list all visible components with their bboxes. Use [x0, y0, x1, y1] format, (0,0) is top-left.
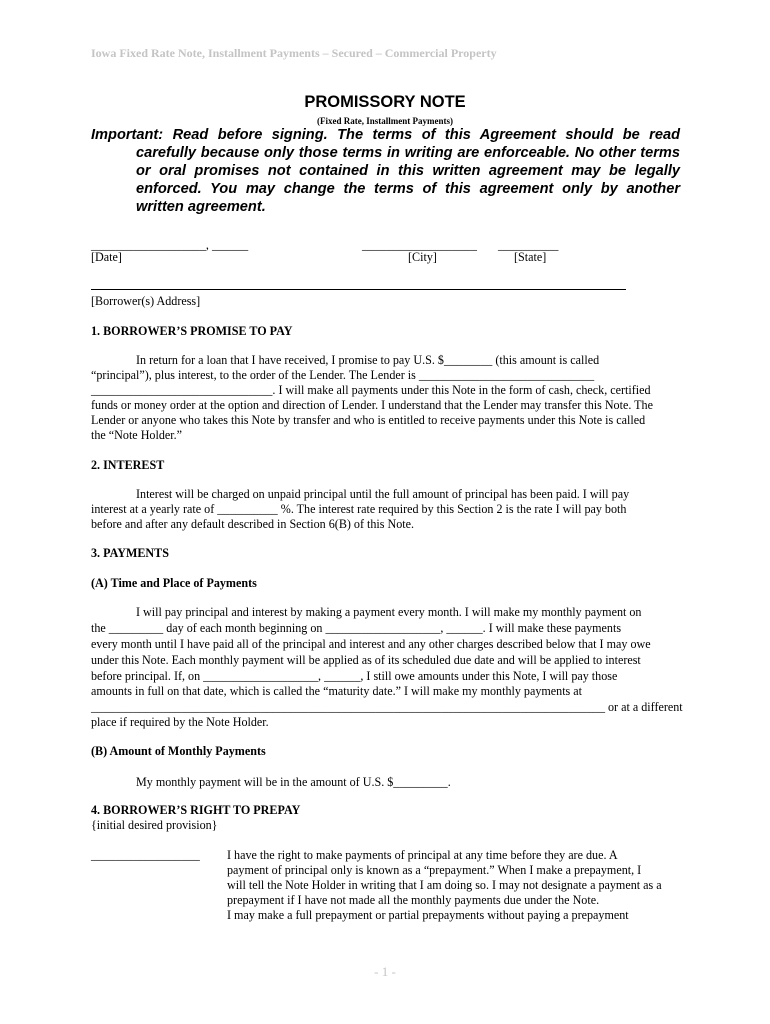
document-subtitle: (Fixed Rate, Installment Payments)	[317, 116, 453, 126]
section-3a-line: amounts in full on that date, which is called the “maturity date.” I will make my monthly payments at	[91, 684, 583, 698]
section-1-line: ______________________________. I will make all payments under this Note in the form of cash, check, certified	[91, 383, 651, 397]
section-4-heading: 4. BORROWER’S RIGHT TO PREPAY	[91, 803, 301, 817]
section-3a-heading: (A) Time and Place of Payments	[91, 576, 257, 590]
section-3a-line: place if required by the Note Holder.	[91, 715, 269, 729]
city-blank: ___________________	[362, 238, 477, 252]
section-3-heading: 3. PAYMENTS	[91, 546, 169, 560]
section-4-line: payment of principal only is known as a “prepayment.” When I make a prepayment, I	[227, 863, 642, 877]
section-2-line: Interest will be charged on unpaid principal until the full amount of principal has been paid. I will pay	[136, 487, 630, 501]
section-3a-line: I will pay principal and interest by making a payment every month. I will make my monthly payment on	[136, 605, 642, 619]
state-label: [State]	[514, 250, 547, 264]
city-label: [City]	[408, 250, 437, 264]
section-3b-heading: (B) Amount of Monthly Payments	[91, 744, 266, 758]
section-4-line: will tell the Note Holder in writing that I am doing so. I may not designate a payment as a	[227, 878, 662, 892]
important-notice: Important: Read before signing. The terms of this Agreement should be read carefully because only those terms in writing are enforceable. No other terms or oral promises not contained in this written agreement may be legally enforced. You may change the terms of this agreement only by another written agreement.	[91, 127, 680, 215]
section-1-line: “principal”), plus interest, to the order of the Lender. The Lender is _____________________________	[91, 368, 595, 382]
section-3a-line: the _________ day of each month beginning on ___________________, ______. I will make these payments	[91, 621, 622, 635]
date-label: [Date]	[91, 250, 122, 264]
section-4-line: I may make a full prepayment or partial prepayments without paying a prepayment	[227, 908, 629, 922]
document-title: PROMISSORY NOTE	[304, 93, 466, 111]
section-1-line: the “Note Holder.”	[91, 428, 183, 442]
address-rule	[91, 289, 626, 290]
initial-blank: __________________	[91, 848, 200, 862]
date-blank: ___________________, ______	[91, 238, 249, 252]
section-3a-line: under this Note. Each monthly payment will be applied as of its scheduled due date and will be applied to interest	[91, 653, 641, 667]
section-2-line: before and after any default described in Section 6(B) of this Note.	[91, 517, 415, 531]
section-3a-line: before principal. If, on ___________________, ______, I still owe amounts under this Note, I will pay those	[91, 669, 618, 683]
section-1-line: funds or money order at the option and direction of Lender. I understand that the Lender may transfer this Note. The	[91, 398, 653, 412]
borrower-address-label: [Borrower(s) Address]	[91, 294, 201, 308]
section-3a-line: _____________________________________________________________________________________ or at a different	[91, 700, 683, 714]
section-2-line: interest at a yearly rate of __________ %. The interest rate required by this Section 2 is the rate I will pay both	[91, 502, 627, 516]
section-2-heading: 2. INTEREST	[91, 458, 165, 472]
section-3b-line: My monthly payment will be in the amount of U.S. $_________.	[136, 775, 451, 789]
section-1-heading: 1. BORROWER’S PROMISE TO PAY	[91, 324, 293, 338]
section-1-line: In return for a loan that I have received, I promise to pay U.S. $________ (this amount is called	[136, 353, 600, 367]
section-1-line: Lender or anyone who takes this Note by transfer and who is entitled to receive payments under this Note is called	[91, 413, 646, 427]
state-blank: __________	[498, 238, 559, 252]
section-4-note: {initial desired provision}	[91, 818, 218, 832]
section-4-line: I have the right to make payments of principal at any time before they are due. A	[227, 848, 618, 862]
page-number: - 1 -	[374, 964, 396, 979]
running-header: Iowa Fixed Rate Note, Installment Payments – Secured – Commercial Property	[91, 46, 497, 60]
section-3a-line: every month until I have paid all of the principal and interest and any other charges described below that I may owe	[91, 637, 651, 651]
section-4-line: prepayment if I have not made all the monthly payments due under the Note.	[227, 893, 600, 907]
